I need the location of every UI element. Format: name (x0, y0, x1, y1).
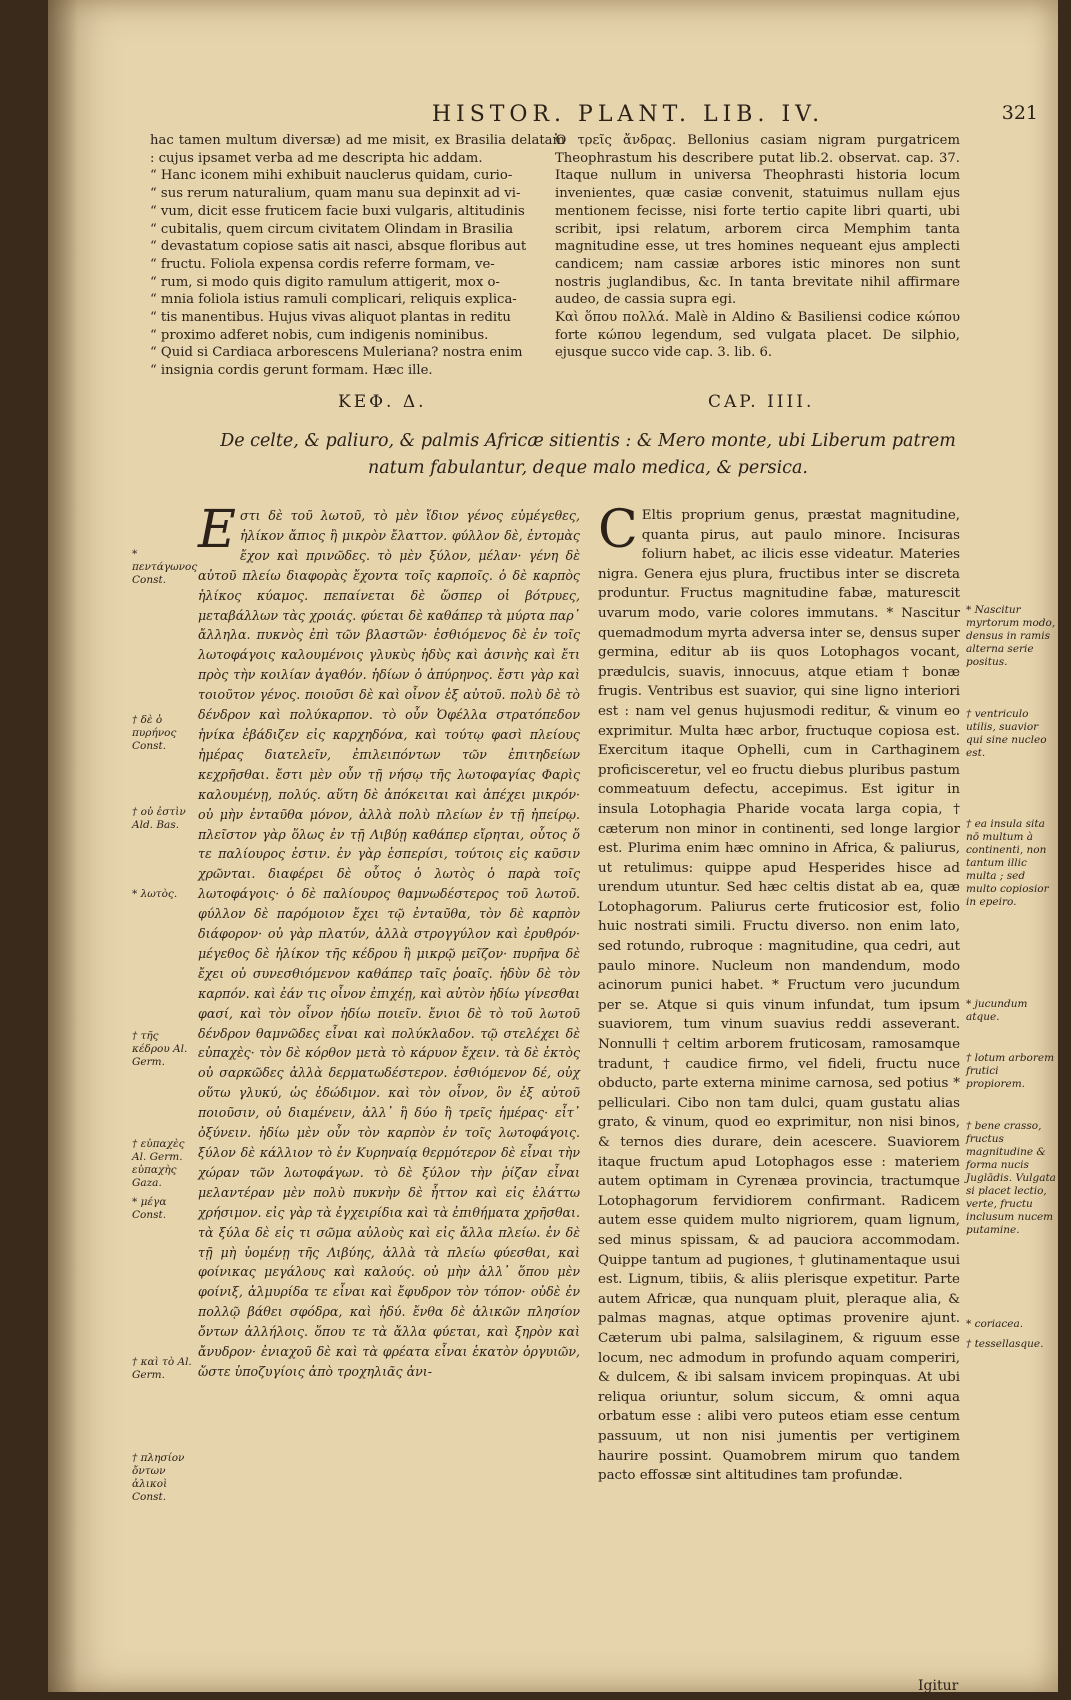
right-margin-note: † ventriculo utilis, suavior qui sine nucleo est. (966, 708, 1047, 759)
subtitle-line: natum fabulantur, deque malo medica, & persica. (368, 458, 808, 478)
drop-cap-greek: E (198, 500, 236, 560)
latin-text-column (598, 500, 960, 1486)
greek-text-column (198, 500, 580, 1382)
text-line: “ devastatum copiose satis ait nasci, absque floribus aut (150, 239, 527, 255)
left-margin-note: † πλησίον ὄντων ἀλικοὶ Const. (132, 1452, 185, 1503)
left-margin-note: * λωτὸς. (132, 888, 178, 900)
right-margin-note: * coriacea. (966, 1318, 1024, 1330)
chapter-subtitle (188, 428, 988, 482)
catchword: Igitur (918, 1678, 959, 1694)
commentary-paragraph: Ὁ τρεῖς ἄνδρας. Bellonius casiam nigram purgatricem Theophrastum his describere putat lib.2. observat. cap. 37. Itaque nullum in universa Theophrasti historia locum invenientes, quæ casiæ convenit, statuimus nullam ejus mentionem fecisse, nisi forte tertio capite libri quarti, ubi scribit, ipsi relatum, arborem circa Memphim tanta magnitudine esse, ut tres homines nequeant ejus amplecti candicem; nam cassiæ arbores istic minores non sunt nostris juglandibus, &c. In tanta brevitate nihil affirmare audeo, de cassia supra egi. (555, 133, 960, 308)
left-margin-note: † καὶ τὸ Al. Germ. (132, 1356, 192, 1381)
text-line: “ insignia cordis gerunt formam. Hæc ille. (150, 363, 433, 379)
commentary-paragraph: Καὶ ὅπου πολλά. Malè in Aldino & Basiliensi codice κώπου forte κώπου legendum, sed vulgata placet. De silphio, ejusque succo vide cap. 3. lib. 6. (555, 310, 960, 361)
text-line: “ mnia foliola istius ramuli complicari, reliquis explica- (150, 292, 517, 308)
left-margin-note: * πεντάγωνος Const. (132, 548, 198, 586)
latin-text: Eltis proprium genus, præstat magnitudine, quanta pirus, aut paulo minore. Incisuras foliurn habet, ac ilicis esse videatur. Materies nigra. Genera ejus plura, fructibus inter se discreta produntur. Fructus magnitudine fabæ, maturescit uvarum modo, varie colores immutans. * Nascitur quemadmodum myrta adversa inter se, densus super germina, editur ab iis quos Lotophagos vocant, prædulcis, suavis, innocuus, atque etiam † bonæ frugis. Ventribus est suavior, qui sine ligno interiori est : nam vel genus hujusmodi reditur, & vinum eo exprimitur. Multa hæc arbor, fructuque copiosa est. Exercitum itaque Ophelli, cum in Carthaginem proficisceretur, vel eo fructu diebus pluribus pastum commeatuum defectu, accepimus. Est igitur in insula Lotophagia Pharide vocata larga copia, † cæterum non minor in continenti, sed longe largior est. Plurima enim hæc omnino in Africa, & paliurus, ut retulimus: quippe apud Hesperides hisce ad urendum utuntur. Sed hæc celtis distat ab ea, quæ Lotophagorum. Paliurus certe fruticosior est, folio huic nostrati simili. Fructu diverso. non enim lato, sed rotundo, rubroque : magnitudine, qua cedri, aut paulo minore. Nucleum non mandendum, modo acinorum punici habet. * Fructum vero jucundum per se. Atque si quis vinum infundat, tum ipsum suaviorem, tum vinum suavius reddi asseverant. Nonnulli † celtim arborem fruticosam, ramosamque tradunt, † caudice firmo, vel fideli, fructu nuce obducto, parte externa minime carnosa, sed potius * pelliculari. Cibo non tam dulci, quam gustatu alias grato, & vinum, quod eo exprimitur, non nisi binos, & ternos dies durare, dein acescere. Suaviorem itaque fructum apud Lotophagos esse : materiem autem optimam in Cyrenæa provincia, tractumque Lotophagorum fervidiorem confirmant. Radicem autem esse quidem multo nigriorem, quam lignum, sed minus spissam, & ad pauciora accommodam. Quippe tantum ad pugiones, † glutinamentaque usui est. Lignum, tibiis, & aliis plerisque expetitur. Parte autem Africæ, qua nunquam pluit, pleraque alia, & palmas magnas, atque optimas provenire ajunt. Cæterum ubi palma, salsilaginem, & riguum esse locum, nec admodum in profundo aquam comperiri, & dulcem, & ibi salsam invicem propinquas. At ubi reliqua oriuntur, solum siccum, & omni aqua orbatum esse : alibi vero puteos etiam esse centum passuum, ut non nisi jumentis per vertiginem haurire possint. Quamobrem mirum quo tandem pacto effossæ sint altitudines tam profundæ. (598, 508, 960, 1484)
left-margin-note: † οὐ ἐστὶν Ald. Bas. (132, 806, 186, 831)
text-line: “ Quid si Cardiaca arborescens Muleriana? nostra enim (150, 345, 523, 361)
chapter-heading-latin: CAP. IIII. (708, 392, 815, 412)
text-line: “ proximo adferet nobis, cum indigenis nominibus. (150, 327, 489, 343)
page-gutter-shadow (48, 0, 78, 1692)
right-margin-note: † bene crasso, fructus magnitudine & forma nucis Juglādis. Vulgata si placet lectio, verte, fructu inclusum nucem putamine. (966, 1120, 1056, 1236)
text-line: hac tamen multum diversæ) ad me misit, ex Brasilia delatam : cujus ipsamet verba ad me descripta hic addam. (150, 133, 565, 166)
text-line: “ cubitalis, quem circum civitatem Olindam in Brasilia (150, 221, 514, 237)
right-margin-note: † lotum arborem frutici propiorem. (966, 1052, 1055, 1090)
left-margin-note: † εὐπαχὲς Al. Germ. εὐπαχὴς Gaza. (132, 1138, 185, 1189)
text-line: “ sus rerum naturalium, quam manu sua depinxit ad vi- (150, 186, 521, 202)
page-number: 321 (1001, 102, 1038, 124)
right-margin-note: * jucundum atque. (966, 998, 1028, 1023)
subtitle-line: De celte, & paliuro, & palmis Africæ sitientis : & Mero monte, ubi Liberum patrem (220, 431, 956, 451)
book-page (48, 0, 1058, 1692)
chapter-heading-greek: ΚΕΦ. Δ. (338, 392, 427, 412)
drop-cap-latin: C (598, 500, 638, 560)
text-line: “ vum, dicit esse fruticem facie buxi vulgaris, altitudinis (150, 203, 525, 219)
left-margin-note: † δὲ ὁ πυρήνος Const. (132, 714, 177, 752)
right-margin-note: † ea insula sita nō multum à continenti, non tantum illic multa ; sed multo copiosior in epeiro. (966, 818, 1049, 908)
left-margin-note: † τῆς κέδρου Al. Germ. (132, 1030, 188, 1068)
text-line: “ fructu. Foliola expensa cordis referre formam, ve- (150, 256, 495, 272)
text-line: “ tis manentibus. Hujus vivas aliquot plantas in reditu (150, 310, 511, 326)
text-line: “ rum, si modo quis digito ramulum attigerit, mox o- (150, 274, 500, 290)
right-margin-note: † tessellasque. (966, 1338, 1044, 1350)
text-line: “ Hanc iconem mihi exhibuit nauclerus quidam, curio- (150, 168, 513, 184)
top-right-column (555, 132, 960, 362)
greek-text: στι δὲ τοῦ λωτοῦ, τὸ μὲν ἴδιον γένος εὐμέγεθες, ἡλίκον ἄπιος ἢ μικρὸν ἔλαττον. φύλλον δὲ, ἐντομὰς ἔχον καὶ πρινῶδες. τὸ μὲν ξύλον, μέλαν· γένη δὲ αὐτοῦ πλείω διαφορὰς ἔχοντα τοῖς καρποῖς. ὁ δὲ καρπὸς ἡλίκος κύαμος. πεπαίνεται δὲ ὥσπερ οἱ βότρυες, μεταβάλλων τὰς χροιάς. φύεται δὲ καθάπερ τὰ μύρτα παρ᾽ ἄλληλα. πυκνὸς ἐπὶ τῶν βλαστῶν· ἐσθιόμενος δὲ ἐν τοῖς λωτοφάγοις καλουμένοις γλυκὺς ἡδὺς καὶ ἀσινὴς καὶ ἔτι πρὸς τὴν κοιλίαν ἀγαθόν. ἡδίων ὁ ἀπύρηνος. ἔστι γὰρ καὶ τοιοῦτον γένος. ποιοῦσι δὲ καὶ οἶνον ἐξ αὐτοῦ. πολὺ δὲ τὸ δένδρον καὶ πολύκαρπον. τὸ οὖν Ὀφέλλα στρατόπεδον ἡνίκα ἐβάδιζεν εἰς καρχηδόνα, καὶ τούτῳ φασὶ πλείους ἡμέρας διατελεῖν, ἐπιλειπόντων τῶν ἐπιτηδείων κεχρῆσθαι. ἔστι μὲν οὖν τῇ νήσῳ τῆς λωτοφαγίας Φαρὶς καλουμένῃ, πολύς. αὕτη δὲ ἀπόκειται καὶ ἀπέχει μικρόν· οὐ μὴν ἐνταῦθα μόνον, ἀλλὰ πολὺ πλείων ἐν τῇ ἠπείρῳ. πλεῖστον γὰρ ὅλως ἐν τῇ Λιβύῃ καθάπερ εἴρηται, οὗτος ὅ τε παλίουρος ἐστιν. ἐν γὰρ ἑσπερίσι, τούτοις εἰς καῦσιν χρῶνται. διαφέρει δὲ οὗτος ὁ λωτὸς ὁ παρὰ τοῖς λωτοφάγοις· ὁ δὲ παλίουρος θαμνωδέστερος τοῦ λωτοῦ. φύλλον δὲ παρόμοιον ἔχει τῷ ἐνταῦθα, τὸν δὲ καρπὸν διάφορον· οὐ γὰρ πλατύν, ἀλλὰ στρογγύλον καὶ ἐρυθρόν· μέγεθος δὲ ἡλίκον τῆς κέδρου ἢ μικρῷ μεῖζον· πυρῆνα δὲ ἔχει οὐ συνεσθιόμενον καθάπερ ταῖς ῥοαῖς. ἡδὺν δὲ τὸν καρπόν. καὶ ἐάν τις οἶνον ἐπιχέῃ, καὶ αὐτὸν ἡδίω γίνεσθαι φασί, καὶ τὸν οἶνον ἡδίω ποιεῖν. ἔνιοι δὲ τὸ τοῦ λωτοῦ δένδρον θαμνῶδες εἶναι καὶ πολύκλαδον. τῷ στελέχει δὲ εὐπαχὲς· τὸν δὲ κόρθον μετὰ τὸ κάρυον ἔχειν. τὰ δὲ ἐκτὸς οὐ σαρκῶδες ἀλλὰ δερματωδέστερον. ἐσθιόμενον δέ, οὐχ οὕτω γλυκύ, ὡς ἐδώδιμον. καὶ τὸν οἶνον, ὃν ἐξ αὐτοῦ ποιοῦσιν, οὐ διαμένειν, ἀλλ᾽ ἢ δύο ἢ τρεῖς ἡμέρας· εἶτ᾽ ὀξύνειν. ἡδίω μὲν οὖν τὸν καρπὸν ἐν τοῖς λωτοφάγοις. ξύλον δὲ κάλλιον τὸ ἐν Κυρηναίᾳ θερμότερον δὲ εἶναι τὴν χώραν τῶν λωτοφάγων. τὸ δὲ ξύλον τὴν ῥίζαν εἶναι μελαντέραν μὲν πολὺ πυκνὴν δὲ ἧττον καὶ εἰς ἐλάττω χρήσιμον. εἰς γὰρ τὰ ἐγχειρίδια καὶ τὰ ἐπιθήματα χρῆσθαι. τὰ ξύλα δὲ εἰς τι σῶμα αὐλοὺς καὶ εἰς ἄλλα πλείω. ἐν δὲ τῇ μὴ ὑομένῃ τῆς Λιβύης, ἀλλὰ τὰ πλείω φύεσθαι, καὶ φοίνικας μεγάλους καὶ καλούς. οὐ μὴν ἀλλ᾽ ὅπου μὲν φοίνιξ, ἁλμυρίδα τε εἶναι καὶ ἔφυδρον τὸν τόπον· οὐδὲ ἐν πολλῷ βάθει σφόδρα, καὶ ἡδύ. ἔνθα δὲ ἁλικῶν πλησίον ὄντων ἀλλήλοις. ὅπου τε τὰ ἄλλα φύεται, καὶ ξηρὸν καὶ ἄνυδρον· ἐνιαχοῦ δὲ καὶ τὰ φρέατα εἶναι ἑκατὸν ὀργυιῶν, ὥστε ὑποζυγίοις ἀπὸ τροχηλιᾶς ἀνι- (198, 508, 580, 1379)
top-left-column (150, 132, 565, 380)
left-margin-note: * μέγα Const. (132, 1196, 167, 1221)
running-title: HISTOR. PLANT. LIB. IV. (431, 102, 825, 127)
right-margin-note: * Nascitur myrtorum modo, densus in ramis alterna serie positus. (966, 604, 1056, 668)
